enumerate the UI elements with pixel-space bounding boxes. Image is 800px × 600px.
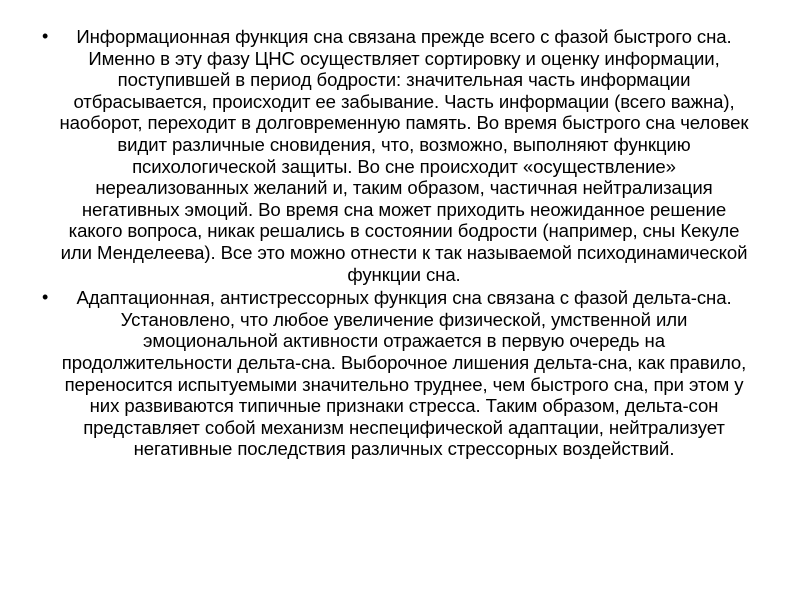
paragraph-text: Адаптационная, антистрессорных функция сна связана с фазой дельта-сна. Установлено, что любое увеличение физической, умственной или эмоциональной активности отражается в первую очередь на продолжительности дельта-сна. Выборочное лишения дельта-сна, как правило, переносится испытуемыми значительно труднее, чем быстрого сна, при этом у них развиваются типичные признаки стресса. Таким образом, дельта-сон представляет собой механизм неспецифической адаптации, нейтрализует негативные последствия различных стрессорных воздействий. [61,287,747,460]
bullet-icon: • [42,26,49,46]
bullet-icon: • [42,287,49,308]
bullet-list [44,26,750,460]
bullet-item-adaptation-function [44,287,750,460]
bullet-item-information-function [44,26,750,285]
paragraph-text: Информационная функция сна связана прежде всего с фазой быстрого сна. Именно в эту фазу ЦНС осуществляет сортировку и оценку информации, поступившей в период бодрости: значительная часть информации отбрасывается, происходит ее забывание. Часть информации (всего важна), наоборот, переходит в долговременную память. Во время быстрого сна человек видит различные сновидения, что, возможно, выполняют функцию психологической защиты. Во сне происходит «осуществление» нереализованных желаний и, таким образом, частичная нейтрализация негативных эмоций. Во время сна может приходить неожиданное решение какого вопроса, никак решались в состоянии бодрости (например, сны Кекуле или Менделеева). Все это можно отнести к так называемой психодинамической функции сна. [59,26,749,285]
